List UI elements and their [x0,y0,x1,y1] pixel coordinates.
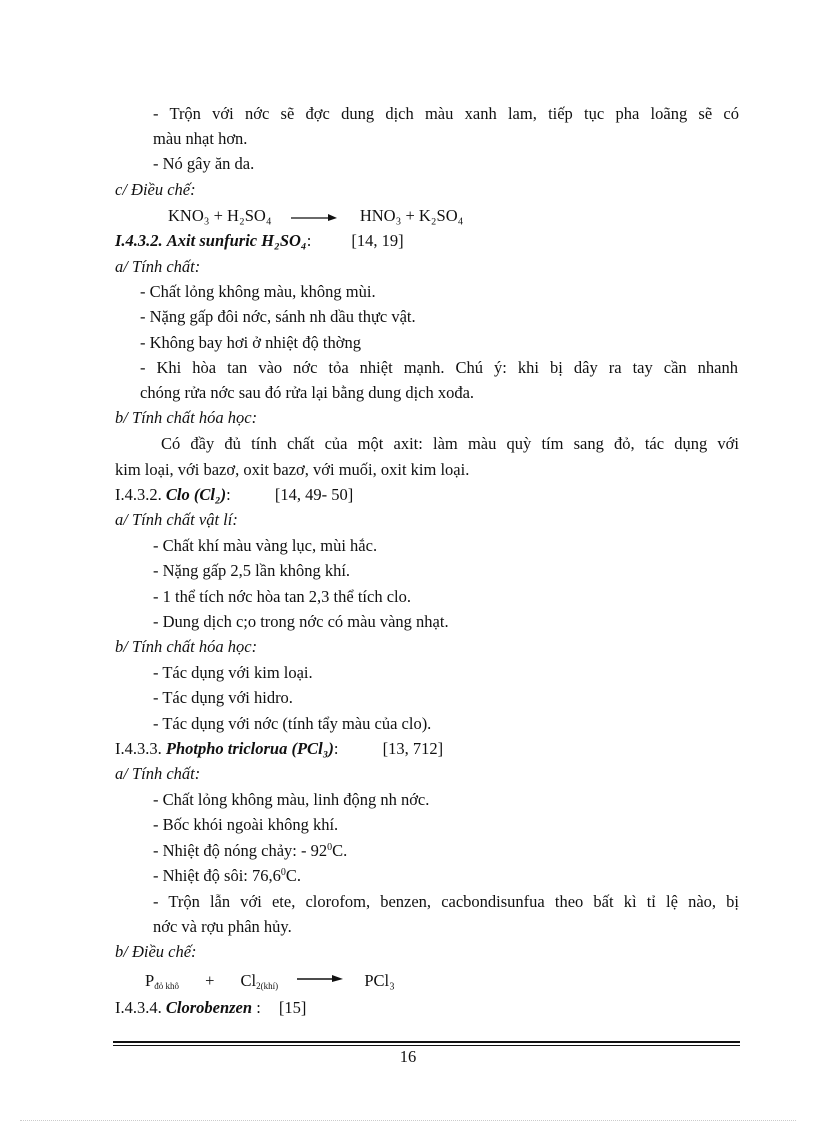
text-line: - Chất khí màu vàng lục, mùi hắc. [153,536,378,555]
text-line: kim loại, với bazơ, oxit bazơ, với muối, oxit kim loại. [115,460,470,479]
reactant-subscript: 2(khí) [256,981,279,991]
section-reference: [14, 49- 50] [274,485,354,504]
text-line: - Bốc khói ngoài không khí. [153,815,339,834]
section-number: I.4.3.4. [115,998,162,1017]
degree-superscript: 0 [280,867,286,878]
plus-sign: + [205,971,215,990]
subsection-heading: a/ Tính chất vật lí: [115,510,238,529]
reactant-symbol: P [145,971,155,990]
subsection-heading: b/ Tính chất hóa học: [115,637,258,656]
section-title: Clo (Cl₂) [165,485,227,504]
text-span: C. [285,866,302,885]
text-span: - Nhiệt độ nóng chảy: - 92 [153,841,328,860]
text-line: chóng rửa nớc sau đó rửa lại bằng dung dịch xođa. [140,383,475,402]
section-heading [115,230,404,252]
text-span: C. [332,841,348,860]
section-reference: [15] [278,998,307,1017]
section-reference: [13, 712] [382,739,444,758]
text-line: - Khi hòa tan vào nớc tỏa nhiệt mạnh. Chú ý: khi bị dây ra tay cần nhanh [140,358,738,377]
text-line: - Chất lỏng không màu, linh động nh nớc. [153,790,430,809]
text-line: màu nhạt hơn. [153,129,248,148]
reactant-symbol: Cl [240,971,257,990]
text-line [153,865,301,887]
subsection-heading: c/ Điều chế: [115,180,196,199]
degree-superscript: 0 [327,842,333,853]
text-line: - Nặng gấp 2,5 lần không khí. [153,561,351,580]
text-line: - Nó gây ăn da. [153,154,255,173]
section-title: Photpho triclorua (PCl₃) [165,739,334,758]
equation-products: PCl₃ [364,971,395,990]
section-colon: : [333,739,339,758]
reaction-arrow-icon [290,211,338,223]
equation-products: HNO₃ + K₂SO₄ [359,206,464,225]
text-line: - Tác dụng với nớc (tính tẩy màu của clo). [153,714,432,733]
footer-rule [113,1041,740,1043]
text-line: - 1 thể tích nớc hòa tan 2,3 thể tích clo. [153,587,411,606]
reaction-arrow-icon [296,973,344,985]
page-edge-divider [20,1120,796,1121]
text-line: - Dung dịch c;o trong nớc có màu vàng nhạt. [153,612,449,631]
text-line: - Tác dụng với hidro. [153,688,293,707]
subsection-heading: b/ Tính chất hóa học: [115,408,258,427]
subsection-heading: a/ Tính chất: [115,257,201,276]
section-colon: : [226,485,231,504]
section-title: Axit sunfuric H₂SO₄ [166,231,307,250]
subsection-heading: b/ Điều chế: [115,942,197,961]
text-line: - Không bay hơi ở nhiệt độ thờng [140,333,361,352]
equation [168,205,463,227]
text-span: - Nhiệt độ sôi: 76,6 [153,866,281,885]
text-line [153,840,347,862]
reactant-subscript: đỏ khô [154,981,179,991]
section-heading [115,997,306,1019]
text-line: - Nặng gấp đôi nớc, sánh nh dầu thực vật. [140,307,416,326]
section-number: I.4.3.2. [115,485,162,504]
text-line: - Chất lỏng không màu, không mùi. [140,282,376,301]
subsection-heading: a/ Tính chất: [115,764,201,783]
equation [145,970,395,992]
text-line: - Trộn lẫn với ete, clorofom, benzen, cacbondisunfua theo bất kì tỉ lệ nào, bị [153,892,739,911]
section-reference: [14, 19] [351,231,404,250]
text-line: - Trộn với nớc sẽ đợc dung dịch màu xanh lam, tiếp tục pha loãng sẽ có [153,104,739,123]
section-colon: : [306,231,312,250]
text-line: - Tác dụng với kim loại. [153,663,313,682]
page-number: 16 [399,1047,417,1066]
equation-reactants: KNO₃ + H₂SO₄ [168,206,272,225]
text-line: Có đầy đủ tính chất của một axit: làm màu quỳ tím sang đỏ, tác dụng với [161,434,739,453]
text-line: nớc và rợu phân hủy. [153,917,292,936]
section-colon: : [256,998,261,1017]
section-heading [115,484,353,506]
section-title: Clorobenzen [165,998,253,1017]
section-number: I.4.3.2. [115,231,163,250]
section-number: I.4.3.3. [115,739,162,758]
section-heading [115,738,443,760]
